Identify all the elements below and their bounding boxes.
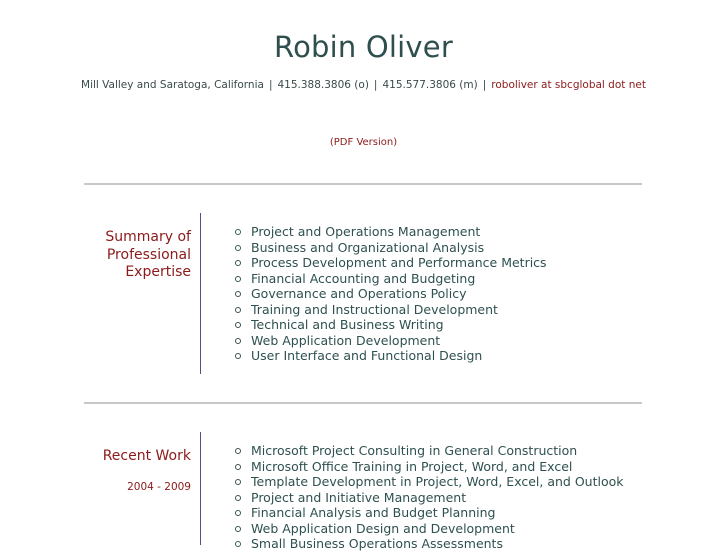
recent-work-list [232, 443, 624, 552]
list-item: Technical and Business Writing [232, 317, 547, 333]
list-item: Training and Instructional Development [232, 302, 547, 318]
list-item: Microsoft Project Consulting in General Construction [232, 443, 624, 459]
pdf-version-link[interactable]: (PDF Version) [329, 137, 398, 148]
summary-heading-line: Expertise [125, 264, 191, 280]
list-item: Process Development and Performance Metrics [232, 255, 547, 271]
office-phone: 415.388.3806 (o) [277, 79, 369, 91]
section-divider [84, 402, 642, 404]
list-item: Small Business Operations Assessments [232, 536, 624, 552]
list-item: Business and Organizational Analysis [232, 240, 547, 256]
section-divider [84, 183, 642, 185]
pdf-link-container [0, 137, 727, 148]
list-item: Financial Accounting and Budgeting [232, 271, 547, 287]
recent-work-years: 2004 - 2009 [127, 481, 191, 493]
location-text: Mill Valley and Saratoga, California [81, 79, 264, 91]
list-item: Project and Initiative Management [232, 490, 624, 506]
summary-list [232, 224, 547, 364]
resume-name: Robin Oliver [274, 30, 453, 64]
list-item: Microsoft Office Training in Project, Word, and Excel [232, 459, 624, 475]
separator: | [373, 79, 378, 91]
list-item: Template Development in Project, Word, Excel, and Outlook [232, 474, 624, 490]
summary-heading [84, 229, 191, 282]
list-item: Web Application Development [232, 333, 547, 349]
recent-work-heading: Recent Work [102, 448, 191, 464]
list-item: Project and Operations Management [232, 224, 547, 240]
separator: | [482, 79, 487, 91]
summary-heading-line: Summary of [105, 229, 191, 245]
email-link[interactable]: roboliver at sbcglobal dot net [491, 79, 646, 91]
contact-line [0, 79, 727, 91]
list-item: Web Application Design and Development [232, 521, 624, 537]
list-item: Financial Analysis and Budget Planning [232, 505, 624, 521]
list-item: User Interface and Functional Design [232, 348, 547, 364]
separator: | [268, 79, 273, 91]
summary-vertical-rule [200, 213, 201, 374]
mobile-phone: 415.577.3806 (m) [382, 79, 478, 91]
recent-work-vertical-rule [200, 432, 201, 545]
summary-heading-line: Professional [106, 246, 191, 263]
list-item: Governance and Operations Policy [232, 286, 547, 302]
